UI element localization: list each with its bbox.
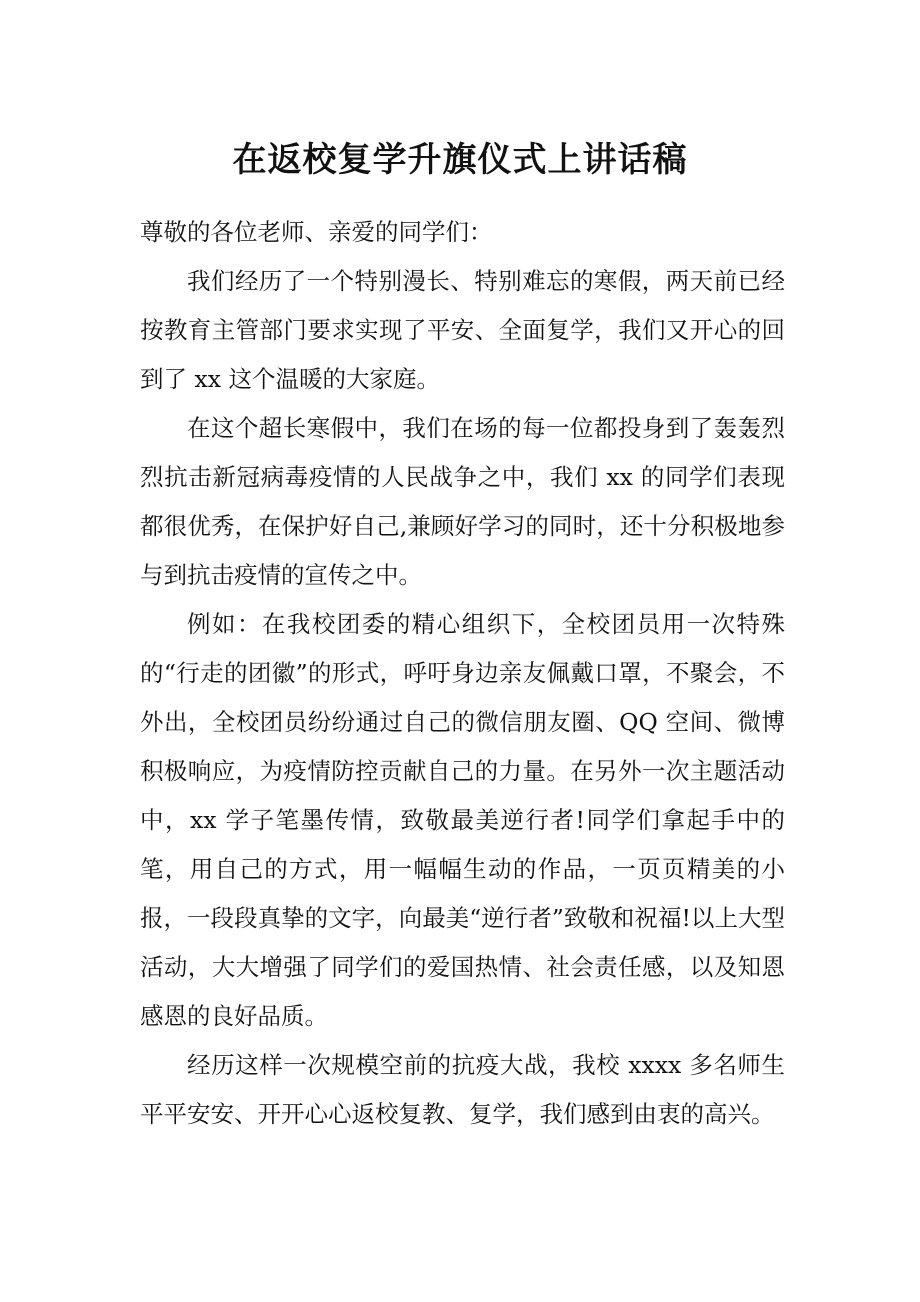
salutation: 尊敬的各位老师、亲爱的同学们： — [140, 218, 493, 246]
document-body — [140, 208, 785, 1139]
document-title: 在返校复学升旗仪式上讲话稿 — [232, 139, 688, 180]
paragraph: 例如：在我校团委的精心组织下，全校团员用一次特殊的“行走的团徽”的形式，呼吁身边亲友佩戴口罩，不聚会，不外出，全校团员纷纷通过自己的微信朋友圈、QQ 空间、微博积极响应，为疫情防控贡献自己的力量。在另外一次主题活动中，xx 学子笔墨传情，致敬最美逆行者!同学们拿起手中的笔，用自己的方式，用一幅幅生动的作品，一页页精美的小报，一段段真挚的文字，向最美“逆行者”致敬和祝福!以上大型活动，大大增强了同学们的爱国热情、社会责任感，以及知恩感恩的良好品质。 — [140, 610, 785, 1030]
paragraph: 我们经历了一个特别漫长、特别难忘的寒假，两天前已经按教育主管部门要求实现了平安、全面复学，我们又开心的回到了 xx 这个温暖的大家庭。 — [140, 267, 785, 393]
paragraph: 在这个超长寒假中，我们在场的每一位都投身到了轰轰烈烈抗击新冠病毒疫情的人民战争之中，我们 xx 的同学们表现都很优秀，在保护好自己,兼顾好学习的同时，还十分积极地参与到抗击疫情的宣传之中。 — [140, 414, 785, 589]
paragraph: 经历这样一次规模空前的抗疫大战，我校 xxxx 多名师生平平安安、开开心心返校复教、复学，我们感到由衷的高兴。 — [140, 1051, 785, 1128]
